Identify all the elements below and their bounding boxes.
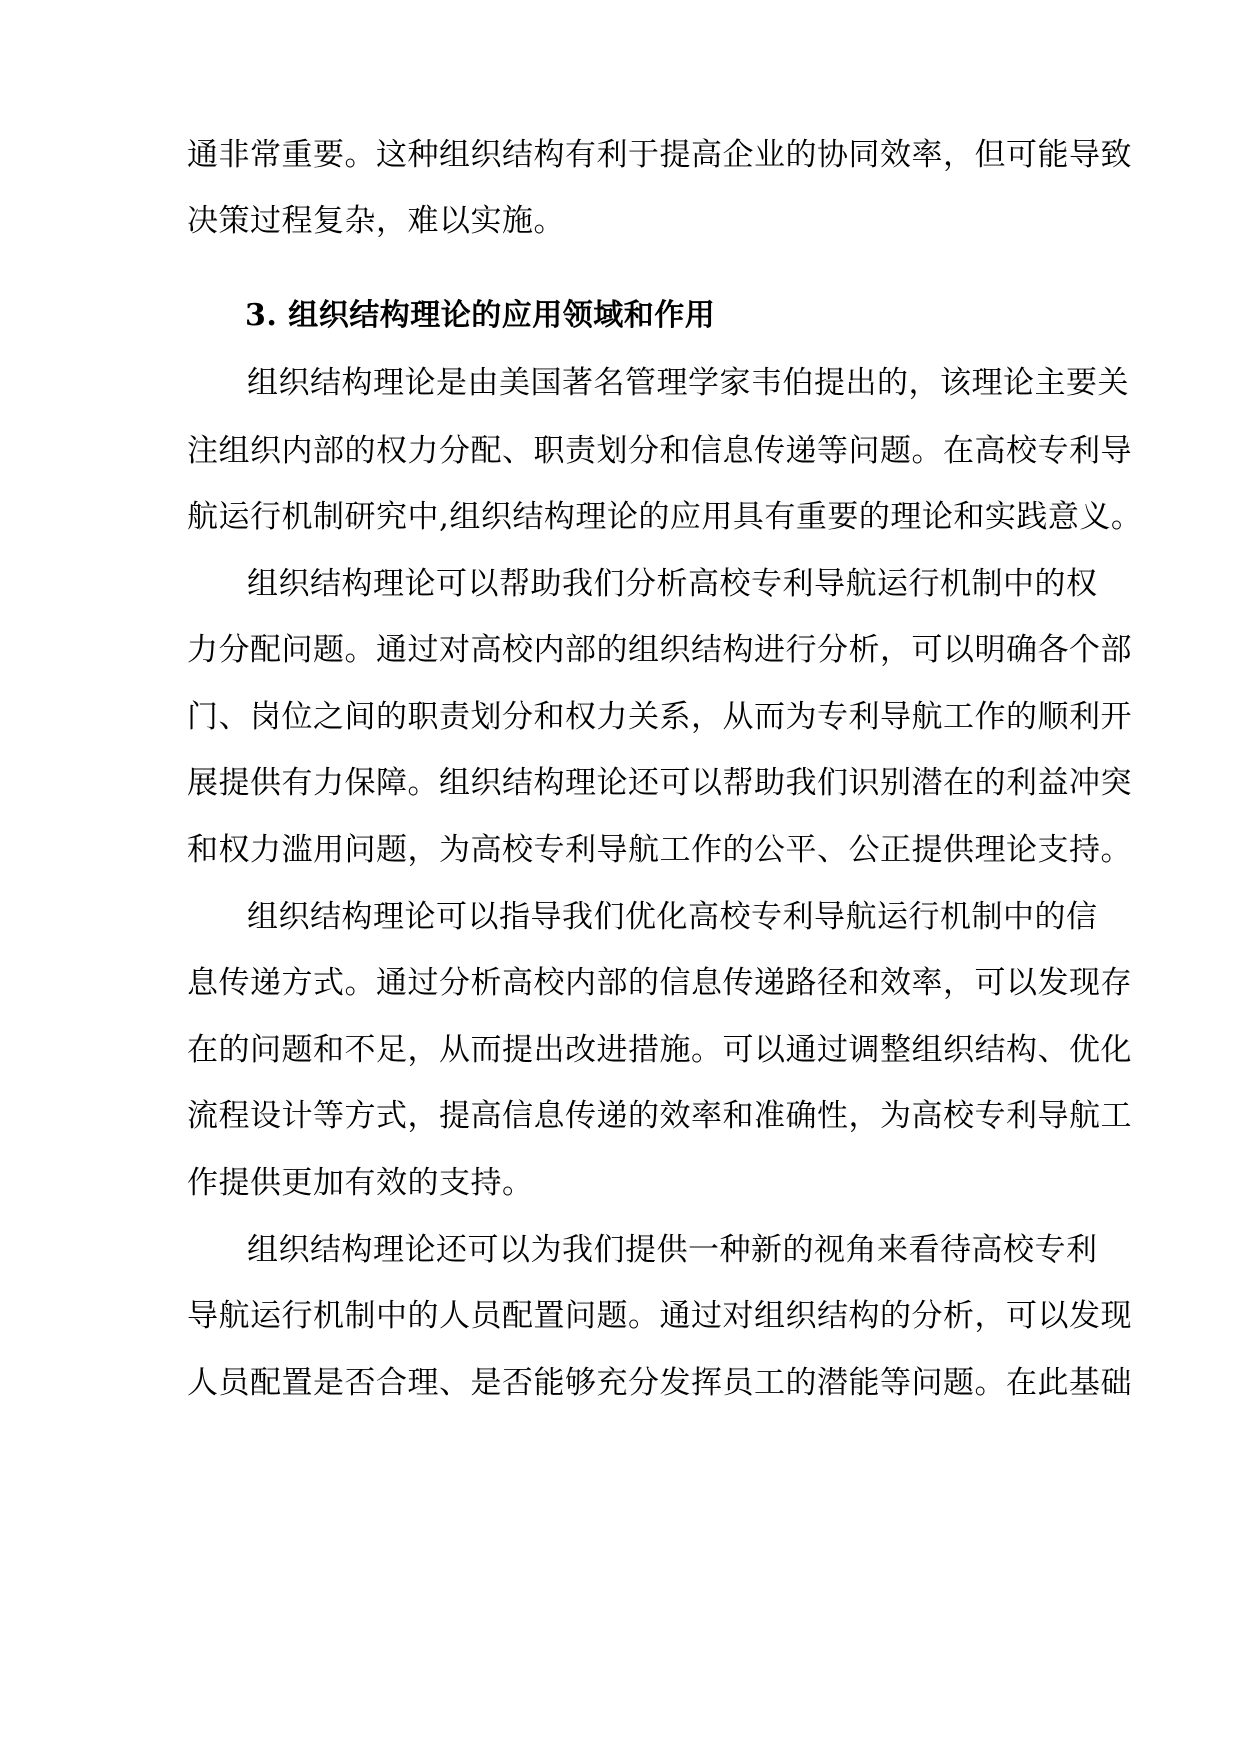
paragraph-line: 在的问题和不足，从而提出改进措施。可以通过调整组织结构、优化 bbox=[187, 1032, 1132, 1068]
paragraph-line: 注组织内部的权力分配、职责划分和信息传递等问题。在高校专利导 bbox=[187, 433, 1132, 469]
paragraph-line: 组织结构理论可以指导我们优化高校专利导航运行机制中的信 bbox=[247, 899, 1098, 935]
paragraph-line: 门、岗位之间的职责划分和权力关系，从而为专利导航工作的顺利开 bbox=[187, 699, 1132, 735]
paragraph-line: 流程设计等方式，提高信息传递的效率和准确性，为高校专利导航工 bbox=[187, 1098, 1132, 1134]
paragraph-line: 组织结构理论还可以为我们提供一种新的视角来看待高校专利 bbox=[247, 1232, 1098, 1268]
paragraph-line: 导航运行机制中的人员配置问题。通过对组织结构的分析，可以发现 bbox=[187, 1298, 1132, 1334]
paragraph-line: 航运行机制研究中,组织结构理论的应用具有重要的理论和实践意义。 bbox=[187, 499, 1143, 535]
paragraph-line: 力分配问题。通过对高校内部的组织结构进行分析，可以明确各个部 bbox=[187, 632, 1132, 668]
paragraph-line: 人员配置是否合理、是否能够充分发挥员工的潜能等问题。在此基础 bbox=[187, 1365, 1132, 1401]
section-heading: 3. 组织结构理论的应用领域和作用 bbox=[245, 298, 716, 333]
paragraph-line: 展提供有力保障。组织结构理论还可以帮助我们识别潜在的利益冲突 bbox=[187, 765, 1132, 801]
paragraph-line: 组织结构理论是由美国著名管理学家韦伯提出的，该理论主要关 bbox=[247, 365, 1129, 401]
paragraph-line: 作提供更加有效的支持。 bbox=[187, 1165, 534, 1201]
paragraph-line: 组织结构理论可以帮助我们分析高校专利导航运行机制中的权 bbox=[247, 566, 1098, 602]
paragraph-line: 息传递方式。通过分析高校内部的信息传递路径和效率，可以发现存 bbox=[187, 965, 1132, 1001]
text-line: 通非常重要。这种组织结构有利于提高企业的协同效率，但可能导致 bbox=[187, 137, 1132, 173]
paragraph-line: 和权力滥用问题，为高校专利导航工作的公平、公正提供理论支持。 bbox=[187, 832, 1132, 868]
text-line: 决策过程复杂，难以实施。 bbox=[187, 203, 565, 239]
